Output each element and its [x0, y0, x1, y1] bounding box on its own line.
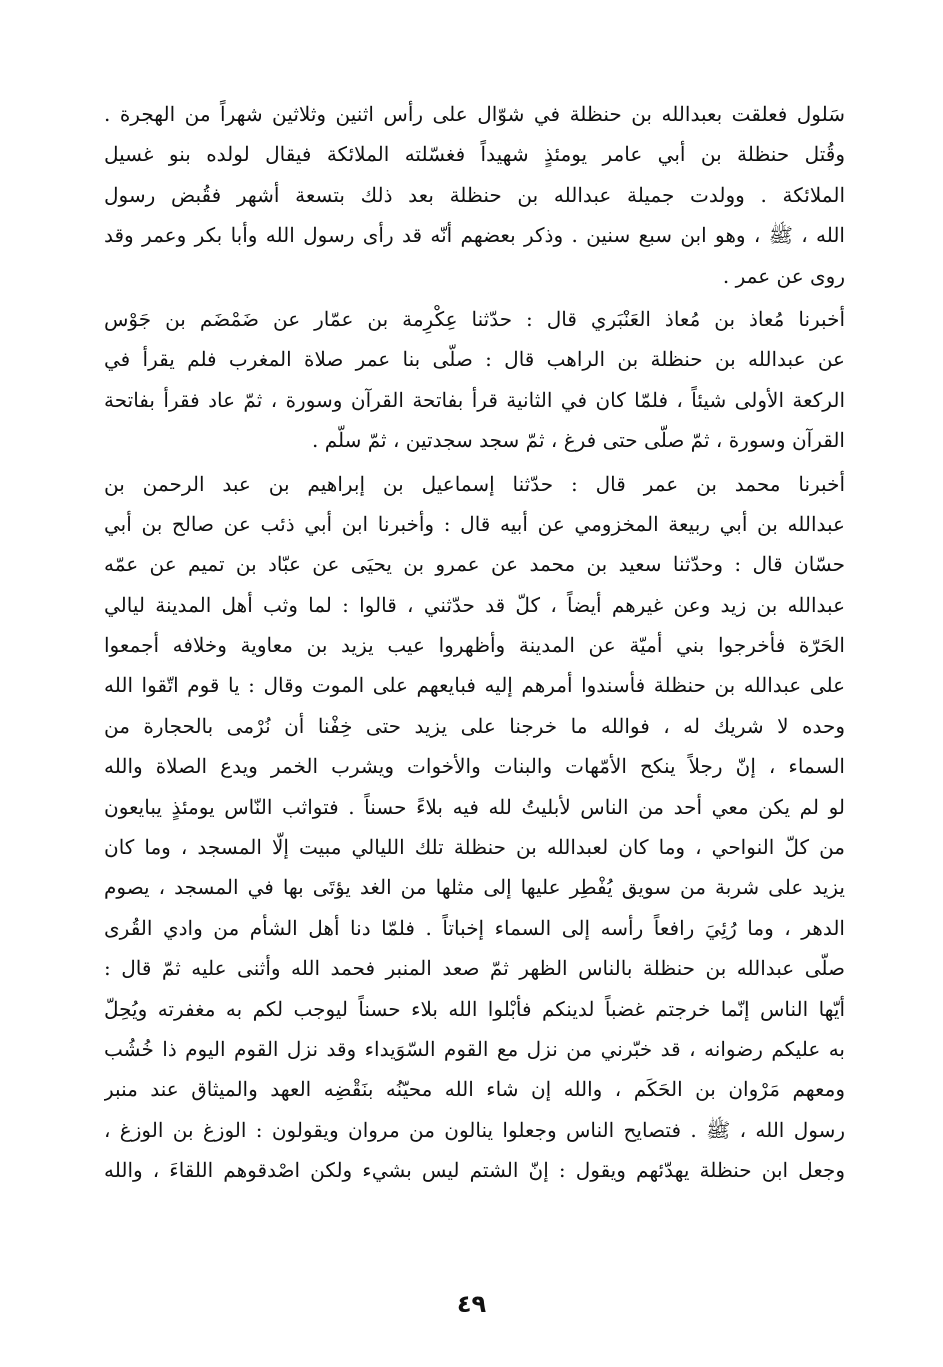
body-text [104, 94, 845, 1191]
text-line: ومعهم مَرْوان بن الحَكَم ، والله إن شاء الله محيّنُه بنَقْضِه العهد والميثاق عند منبر [104, 1077, 845, 1102]
text-line: لو لم يكن معي أحد من الناس لأبليتُ لله فيه بلاءً حسناً . فتواثب النّاس يومئذٍ يبايعون [104, 794, 845, 819]
text-line: عبدالله بن زيد وعن غيرهم أيضاً ، كلّ قد حدّثني ، قالوا : لما وثب أهل المدينة ليالي [104, 592, 845, 617]
text-line: الملائكة . وولدت جميلة عبدالله بن حنظلة بعد ذلك بتسعة أشهر فقُبض رسول [104, 182, 845, 207]
text-line: من كلّ النواحي ، وما كان لعبدالله بن حنظلة تلك الليالي مبيت إلّا المسجد ، وما كان [104, 835, 845, 860]
text-line: به عليكم رضوانه ، قد خبّرني من نزل مع القوم السّوَيداء وقد نزل القوم اليوم ذا خُشُب [104, 1036, 845, 1061]
text-line: أخبرنا مُعاذ بن مُعاذ العَنْبَري قال : حدّثنا عِكْرِمة بن عمّار عن ضَمْضَم بن جَوْس [104, 306, 845, 331]
text-line: على عبدالله بن حنظلة فأسندوا أمرهم إليه فبايعهم على الموت وقال : يا قوم اتّقوا الله [104, 673, 845, 698]
text-line: يزيد على شربة من سويق يُفْطِر عليها إلى مثلها من الغد يؤتَى بها في المسجد ، يصوم [104, 875, 845, 900]
page-number: ٤٩ [456, 1290, 487, 1318]
text-line: سَلول فعلقت بعبدالله بن حنظلة في شوّال على رأس اثنين وثلاثين شهراً من الهجرة . [104, 102, 845, 126]
text-line: عن عبدالله بن حنظلة بن الراهب قال : صلّى بنا عمر صلاة المغرب فلم يقرأ في [104, 347, 845, 372]
text-line: أخبرنا محمد بن عمر قال : حدّثنا إسماعيل بن إبراهيم بن عبد الرحمن بن [104, 471, 845, 496]
text-line: روى عن عمر . [722, 263, 845, 288]
text-line: الحَرّة فأخرجوا بني أميّة عن المدينة وأظهروا عيب يزيد بن معاوية وخلافه أجمعوا [104, 633, 845, 658]
paragraph-2 [104, 299, 845, 461]
text-line: أيّها الناس إنّما خرجتم غضباً لدينكم فأبْلوا الله بلاء حسناً ليوجب لكم به مغفرته ويُحِلّ [104, 996, 845, 1021]
text-line: وقُتل حنظلة بن أبي عامر يومئذٍ شهيداً فغسّلته الملائكة فيقال لولده بنو غسيل [104, 142, 845, 167]
paragraph-3 [104, 464, 845, 1191]
text-line: عبدالله بن أبي ربيعة المخزومي عن أبيه قال : وأخبرنا ابن أبي ذئب عن صالح بن أبي [104, 511, 845, 536]
text-line: الله ، ﷺ ، وهو ابن سبع سنين . وذكر بعضهم أنّه قد رأى رسول الله وأبا بكر وعمر وقد [104, 223, 845, 248]
text-line: حسّان قال : وحدّثنا سعيد بن محمد عن عمرو بن يحيَى عن عبّاد بن تميم عن عمّه [104, 552, 845, 577]
text-line: صلّى عبدالله بن حنظلة بالناس الظهر ثمّ صعد المنبر فحمد الله وأثنى عليه ثمّ قال : [104, 956, 845, 981]
text-line: وحده لا شريك له ، فوالله ما خرجنا على يزيد حتى خِفْنا أن نُرْمى بالحجارة من [104, 713, 845, 738]
text-line: القرآن وسورة ، ثمّ صلّى حتى فرغ ، ثمّ سجد سجدتين ، ثمّ سلّم . [311, 428, 845, 453]
text-line: رسول الله ، ﷺ . فتصايح الناس وجعلوا ينالون من مروان ويقولون : الوزغ بن الوزغ ، [104, 1117, 845, 1142]
paragraph-1 [104, 94, 845, 296]
text-line: الدهر ، وما رُئِيَ رافعاً رأسه إلى السماء إخباتاً . فلمّا دنا أهل الشأم من وادي القُرى [104, 915, 845, 940]
text-line: الركعة الأولى شيئاً ، فلمّا كان في الثانية قرأ بفاتحة القرآن وسورة ، ثمّ عاد فقرأ بفاتحة [104, 387, 845, 412]
text-line: السماء ، إنّ رجلاً ينكح الأمّهات والبنات والأخوات ويشرب الخمر ويدع الصلاة والله [104, 754, 845, 779]
text-line: وجعل ابن حنظلة يهدّئهم ويقول : إنّ الشتم ليس بشيء ولكن اصْدقوهم اللقاءَ ، والله [104, 1158, 845, 1183]
